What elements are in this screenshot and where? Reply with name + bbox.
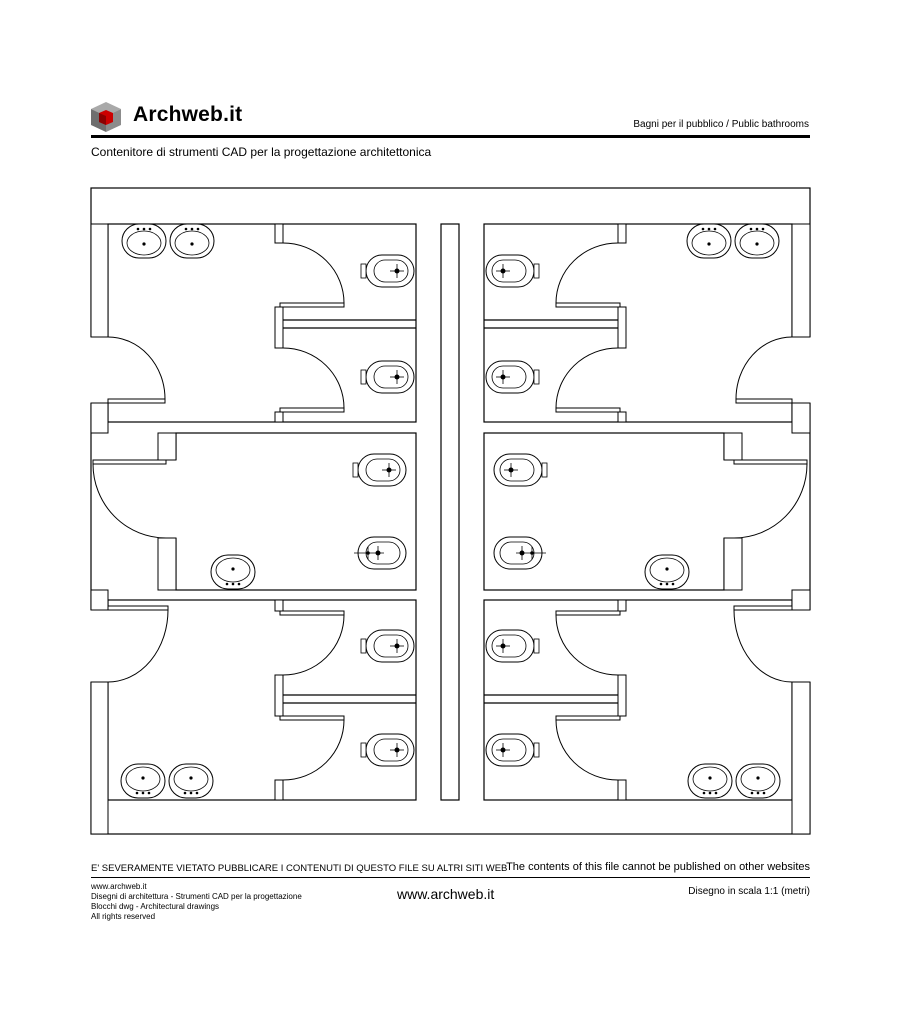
footer-url-link[interactable]: www.archweb.it bbox=[397, 886, 495, 902]
footer-line-blocks: Blocchi dwg - Architectural drawings bbox=[91, 902, 220, 911]
page-subtitle: Contenitore di strumenti CAD per la progettazione architettonica bbox=[91, 145, 432, 159]
warning-english: The contents of this file cannot be published on other websites bbox=[506, 861, 810, 873]
drawing-category: Bagni per il pubblico / Public bathrooms bbox=[633, 119, 809, 130]
footer-rule bbox=[91, 877, 810, 878]
footer-line-rights: All rights reserved bbox=[91, 912, 156, 921]
footer-line-drawings: Disegni di architettura - Strumenti CAD per la progettazione bbox=[91, 892, 302, 901]
drawing-scale: Disegno in scala 1:1 (metri) bbox=[688, 886, 810, 897]
brand-title[interactable]: Archweb.it bbox=[133, 103, 243, 126]
footer-line-website[interactable]: www.archweb.it bbox=[91, 882, 147, 891]
warning-italian: E' SEVERAMENTE VIETATO PUBBLICARE I CONTENUTI DI QUESTO FILE SU ALTRI SITI WEB bbox=[91, 863, 508, 874]
